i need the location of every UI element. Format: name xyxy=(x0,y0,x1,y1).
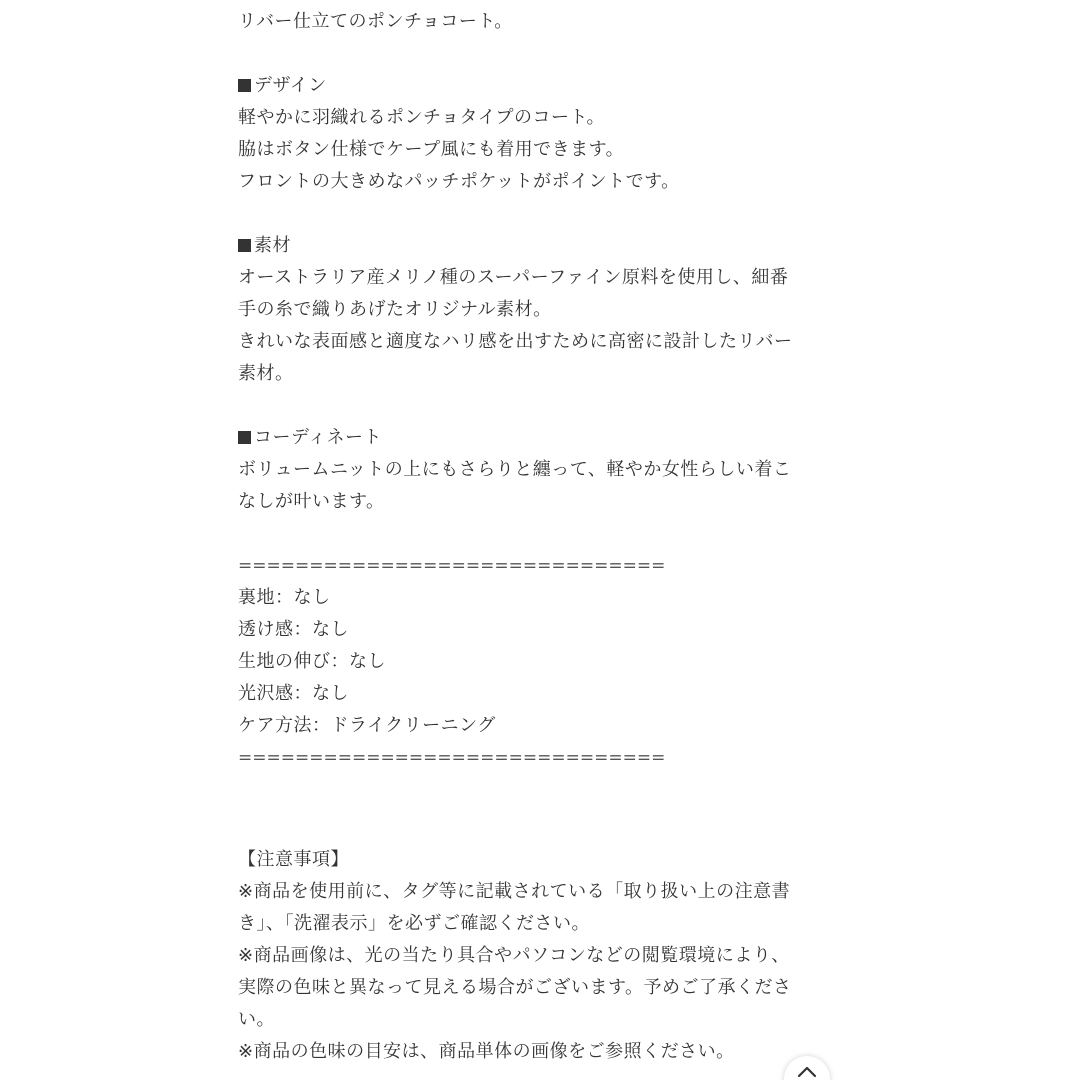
spacer xyxy=(238,390,848,422)
design-line: 脇はボタン仕様でケープ風にも着用できます。 xyxy=(238,139,625,160)
spacer xyxy=(238,518,848,550)
notes-line: ※商品を使用前に、タグ等に記載されている「取り扱い上の注意書 xyxy=(238,881,791,902)
spec-care: ケア方法：ドライクリーニング xyxy=(238,715,496,736)
design-line: フロントの大きめなパッチポケットがポイントです。 xyxy=(238,171,680,192)
square-bullet-icon xyxy=(238,239,251,252)
material-line: きれいな表面感と適度なハリ感を出すために高密に設計したリバー xyxy=(238,331,793,352)
design-line: 軽やかに羽織れるポンチョタイプのコート。 xyxy=(238,107,605,128)
intro-text: リバー仕立てのポンチョコート。 xyxy=(238,11,513,32)
material-line: 手の糸で織りあげたオリジナル素材。 xyxy=(238,299,552,320)
material-line: オーストラリア産メリノ種のスーパーファイン原料を使用し、細番 xyxy=(238,267,789,288)
coordinate-line: ボリュームニットの上にもさらりと纏って、軽やか女性らしい着こ xyxy=(238,459,792,480)
spec-lining: 裏地：なし xyxy=(238,587,331,608)
design-heading-label: デザイン xyxy=(254,75,327,96)
spacer xyxy=(238,198,848,230)
notes-section xyxy=(238,844,848,1068)
square-bullet-icon xyxy=(238,79,251,92)
notes-line: き」、「洗濯表示」を必ずご確認ください。 xyxy=(238,913,590,934)
notes-line: ※商品画像は、光の当たり具合やパソコンなどの閲覧環境により、 xyxy=(238,945,790,966)
separator-top: ============================== xyxy=(238,556,666,576)
spec-stretch: 生地の伸び：なし xyxy=(238,651,386,672)
notes-heading: 【注意事項】 xyxy=(238,849,349,870)
material-heading xyxy=(238,230,848,262)
coordinate-heading xyxy=(238,422,848,454)
design-heading xyxy=(238,70,848,102)
spec-sheerness: 透け感：なし xyxy=(238,619,349,640)
notes-line: 実際の色味と異なって見える場合がございます。予めご了承くださ xyxy=(238,977,792,998)
chevron-up-icon xyxy=(797,1066,817,1078)
coordinate-heading-label: コーディネート xyxy=(254,427,383,448)
notes-line: ※商品の色味の目安は、商品単体の画像をご参照ください。 xyxy=(238,1041,735,1062)
separator-bottom: ============================== xyxy=(238,748,666,768)
spacer xyxy=(238,38,848,70)
square-bullet-icon xyxy=(238,431,251,444)
coordinate-line: なしが叶います。 xyxy=(238,491,385,512)
material-heading-label: 素材 xyxy=(254,235,291,256)
spec-gloss: 光沢感：なし xyxy=(238,683,349,704)
material-line: 素材。 xyxy=(238,363,294,384)
product-description xyxy=(238,6,848,774)
notes-line: い。 xyxy=(238,1009,275,1030)
